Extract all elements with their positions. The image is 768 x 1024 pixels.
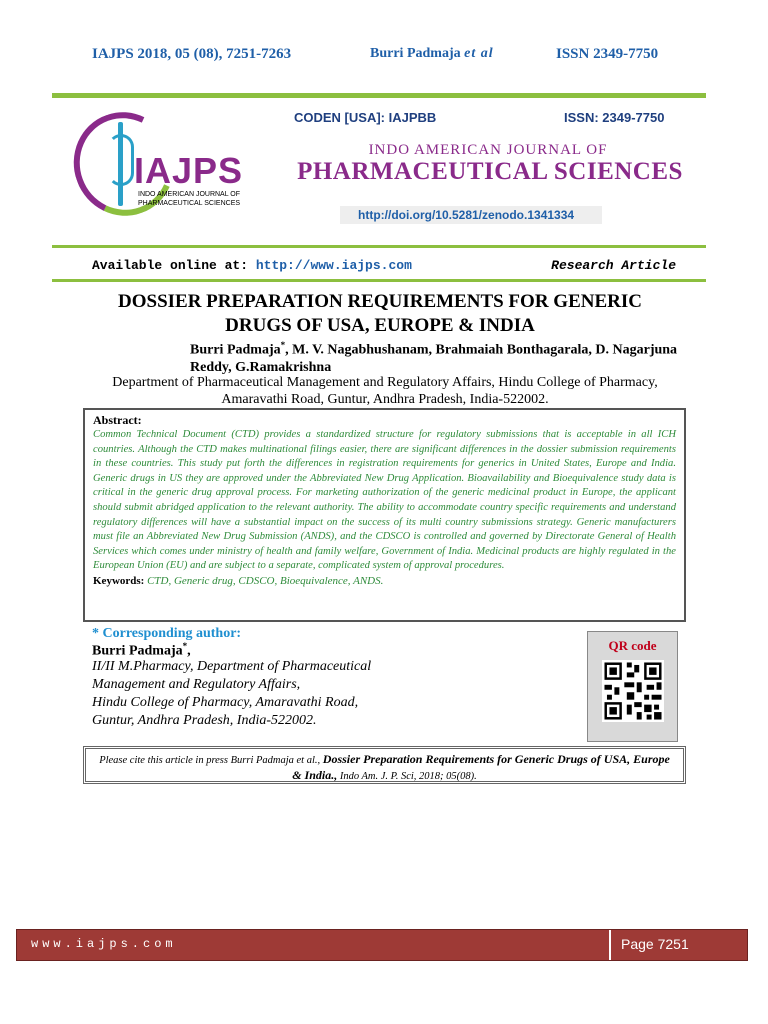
title-line-2: DRUGS OF USA, EUROPE & INDIA — [225, 315, 535, 336]
availability-label: Available online at: — [92, 258, 249, 273]
journal-logo — [74, 112, 244, 218]
corresponding-name-row: Burri Padmaja*, — [92, 641, 191, 659]
snake-icon — [108, 134, 134, 186]
header-issn: ISSN 2349-7750 — [556, 46, 659, 62]
title-line-1: DOSSIER PREPARATION REQUIREMENTS FOR GENERIC — [118, 291, 642, 312]
footer-url-link[interactable]: www.iajps.com — [31, 937, 177, 951]
citation-box — [83, 746, 686, 784]
first-author: Burri Padmaja — [190, 342, 281, 358]
qr-code-icon[interactable] — [602, 660, 664, 722]
citation-title: Dossier Preparation Requirements for Generic Drugs of USA, Europe & India., — [292, 752, 670, 782]
page-footer — [16, 929, 748, 961]
article-title — [70, 290, 690, 338]
header-author-name: Burri Padmaja — [370, 46, 461, 61]
abstract-box — [83, 408, 686, 622]
address-line-1: II/II M.Pharmacy, Department of Pharmaceutical — [92, 659, 372, 674]
keywords-list: CTD, Generic drug, CDSCO, Bioequivalence, ANDS. — [147, 574, 384, 587]
footer-divider — [609, 930, 611, 960]
header-citation: IAJPS 2018, 05 (08), 7251-7263 — [92, 46, 292, 62]
journal-name-main: PHARMACEUTICAL SCIENCES — [297, 158, 683, 185]
journal-url-link[interactable]: http://www.iajps.com — [255, 258, 412, 273]
mid-divider-top — [52, 245, 706, 248]
masthead-issn: ISSN: 2349-7750 — [564, 110, 665, 125]
header-author-suffix: et al — [464, 46, 494, 61]
citation-prefix: Please cite this article in press Burri Padmaja et al., — [99, 755, 321, 766]
keywords-label: Keywords: — [93, 574, 145, 587]
corresponding-star: * — [182, 641, 188, 651]
top-divider — [52, 93, 706, 98]
affiliation: Department of Pharmaceutical Management and Regulatory Affairs, Hindu College of Pharmacy, Amaravathi Road, Guntur, Andhra Pradesh, India-522002. — [112, 375, 658, 407]
coden: CODEN [USA]: IAJPBB — [294, 110, 437, 125]
address-line-2: Management and Regulatory Affairs, — [92, 677, 301, 692]
address-line-4: Guntur, Andhra Pradesh, India-522002. — [92, 713, 317, 728]
corresponding-heading: * Corresponding author: — [92, 626, 242, 641]
corresponding-name: Burri Padmaja — [92, 643, 183, 659]
article-type: Research Article — [551, 258, 676, 273]
citation-source: Indo Am. J. P. Sci, 2018; 05(08). — [339, 771, 477, 782]
qr-code-box — [587, 631, 678, 742]
corresponding-address — [92, 658, 452, 730]
logo-subtitle: INDO AMERICAN JOURNAL OF PHARMACEUTICAL SCIENCES — [138, 191, 241, 207]
author-list — [190, 337, 680, 376]
other-authors: , M. V. Nagabhushanam, Brahmaiah Bonthagarala, D. Nagarjuna Reddy, G.Ramakrishna — [190, 342, 678, 375]
abstract-heading: Abstract: — [93, 413, 142, 427]
keywords — [93, 574, 676, 588]
journal-name-top: INDO AMERICAN JOURNAL OF — [368, 142, 608, 158]
mid-divider-bottom — [52, 279, 706, 282]
header-author — [370, 46, 494, 62]
corresponding-mark: * — [280, 340, 286, 350]
logo-text: IAJPS — [134, 150, 244, 191]
page-number: Page 7251 — [621, 936, 689, 952]
qr-label: QR code — [608, 638, 657, 653]
address-line-3: Hindu College of Pharmacy, Amaravathi Road, — [92, 695, 359, 710]
doi-link[interactable]: http://doi.org/10.5281/zenodo.1341334 — [340, 206, 602, 224]
abstract-body: Common Technical Document (CTD) provides a standardized structure for regulatory submissions that is acceptable in all ICH countries. Although the CTD makes multinational filings easier, there are significant differences in the dossier submission requirements in these countries. This study put forth the differences in registration requirements for generics in United States, Europe and India. Generic drugs in US they are approved under the Abbreviated New Drug Application. Bioavailability and Bioequivalence study data is critical in the generic drug approval process. For marketing authorization of the generic medicinal product in Europe, the applicant should submit abridged application to the relevant authority. The ability to accommodate country specific requirements and understand regulatory differences will have a substantial impact on the success of its multi country submissions strategy. Generic manufacturers must file an Abbreviated New Drug Submission (ANDS), and the CDSCO is controlled and governed by Directorate General of Health Services which comes under ministry of health and family welfare, Government of India. Medicinal products are highly regulated in the European Union (EU) and are subject to a separate, complicated system of approval procedures. — [93, 429, 676, 572]
availability — [92, 258, 412, 273]
